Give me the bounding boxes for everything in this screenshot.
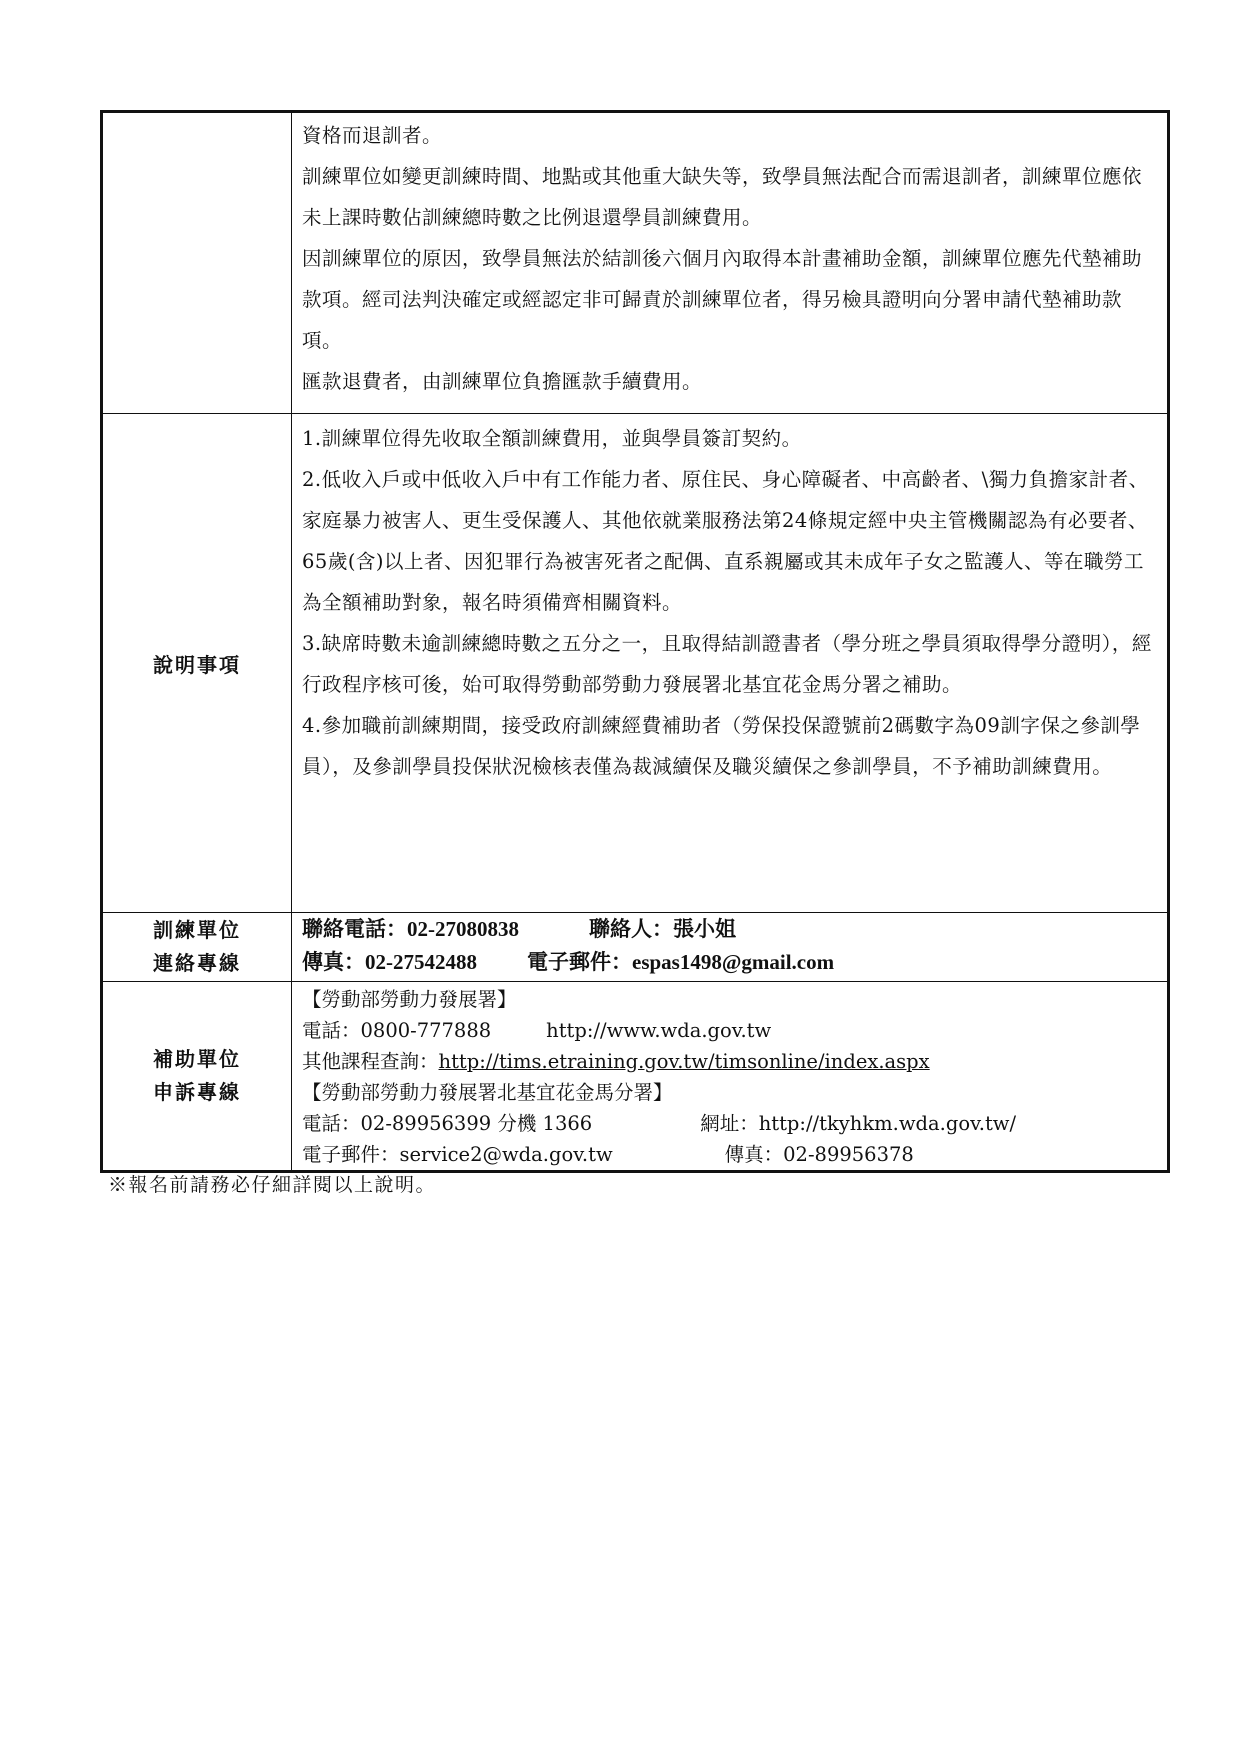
info-table	[100, 110, 1170, 1173]
aid-org1: 【勞動部勞動力發展署】	[302, 988, 517, 1011]
aid-org2: 【勞動部勞動力發展署北基宜花金馬分署】	[302, 1081, 673, 1104]
aid-org1-phone: 電話：0800-777888	[302, 1019, 492, 1042]
notes-paragraph: 4.參加職前訓練期間，接受政府訓練經費補助者（勞保投保證號前2碼數字為09訓字保之參訓學員），及參訓學員投保狀況檢核表僅為裁減續保及職災續保之參訓學員，不予補助訓練費用。	[302, 714, 1141, 778]
refund-paragraph: 訓練單位如變更訓練時間、地點或其他重大缺失等，致學員無法配合而需退訓者，訓練單位應依未上課時數佔訓練總時數之比例退還學員訓練費用。	[302, 165, 1143, 229]
aid-org2-url[interactable]: 網址：http://tkyhkm.wda.gov.tw/	[700, 1112, 1017, 1135]
aid-other-courses-link[interactable]: http://tims.etraining.gov.tw/timsonline/index.aspx	[438, 1050, 930, 1073]
refund-label-cell	[102, 112, 292, 414]
contact-label	[102, 913, 292, 982]
aid-label	[102, 982, 292, 1172]
aid-row	[102, 982, 1169, 1172]
notes-paragraph: 2.低收入戶或中低收入戶中有工作能力者、原住民、身心障礙者、中高齡者、\獨力負擔家計者、家庭暴力被害人、更生受保護人、其他依就業服務法第24條規定經中央主管機關認為有必要者、65歲(含)以上者、因犯罪行為被害死者之配偶、直系親屬或其未成年子女之監護人、等在職勞工為全額補助對象，報名時須備齊相關資料。	[302, 468, 1149, 614]
notes-content	[292, 414, 1169, 913]
aid-content	[292, 982, 1169, 1172]
contact-fax: 傳真：02-27542488	[302, 950, 477, 974]
aid-label-line2: 申訴專線	[153, 1080, 241, 1104]
notes-paragraph: 3.缺席時數未逾訓練總時數之五分之一，且取得結訓證書者（學分班之學員須取得學分證明），經行政程序核可後，始可取得勞動部勞動力發展署北基宜花金馬分署之補助。	[302, 632, 1152, 696]
refund-paragraph: 匯款退費者，由訓練單位負擔匯款手續費用。	[302, 370, 703, 393]
notes-label: 說明事項	[102, 414, 292, 913]
contact-content	[292, 913, 1169, 982]
contact-phone: 聯絡電話：02-27080838	[302, 917, 519, 941]
footnote: ※報名前請務必仔細詳閱以上說明。	[108, 1174, 437, 1196]
aid-org2-email[interactable]: 電子郵件：service2@wda.gov.tw	[302, 1143, 613, 1166]
aid-org1-url[interactable]: http://www.wda.gov.tw	[546, 1019, 772, 1042]
aid-org2-phone: 電話：02-89956399 分機 1366	[302, 1112, 593, 1135]
contact-row	[102, 913, 1169, 982]
aid-label-line1: 補助單位	[153, 1047, 241, 1071]
refund-content	[292, 112, 1169, 414]
refund-row	[102, 112, 1169, 414]
notes-row	[102, 414, 1169, 913]
contact-label-line2: 連絡專線	[153, 951, 241, 975]
contact-email[interactable]: 電子郵件：espas1498@gmail.com	[527, 950, 835, 974]
refund-paragraph: 資格而退訓者。	[302, 124, 443, 147]
refund-paragraph: 因訓練單位的原因，致學員無法於結訓後六個月內取得本計畫補助金額，訓練單位應先代墊補助款項。經司法判決確定或經認定非可歸責於訓練單位者，得另檢具證明向分署申請代墊補助款項。	[302, 247, 1143, 352]
aid-org2-fax: 傳真：02-89956378	[724, 1143, 914, 1166]
contact-person: 聯絡人：張小姐	[589, 917, 736, 941]
notes-paragraph: 1.訓練單位得先收取全額訓練費用，並與學員簽訂契約。	[302, 427, 802, 450]
contact-label-line1: 訓練單位	[153, 918, 241, 942]
aid-other-courses-label: 其他課程查詢：	[302, 1050, 439, 1073]
